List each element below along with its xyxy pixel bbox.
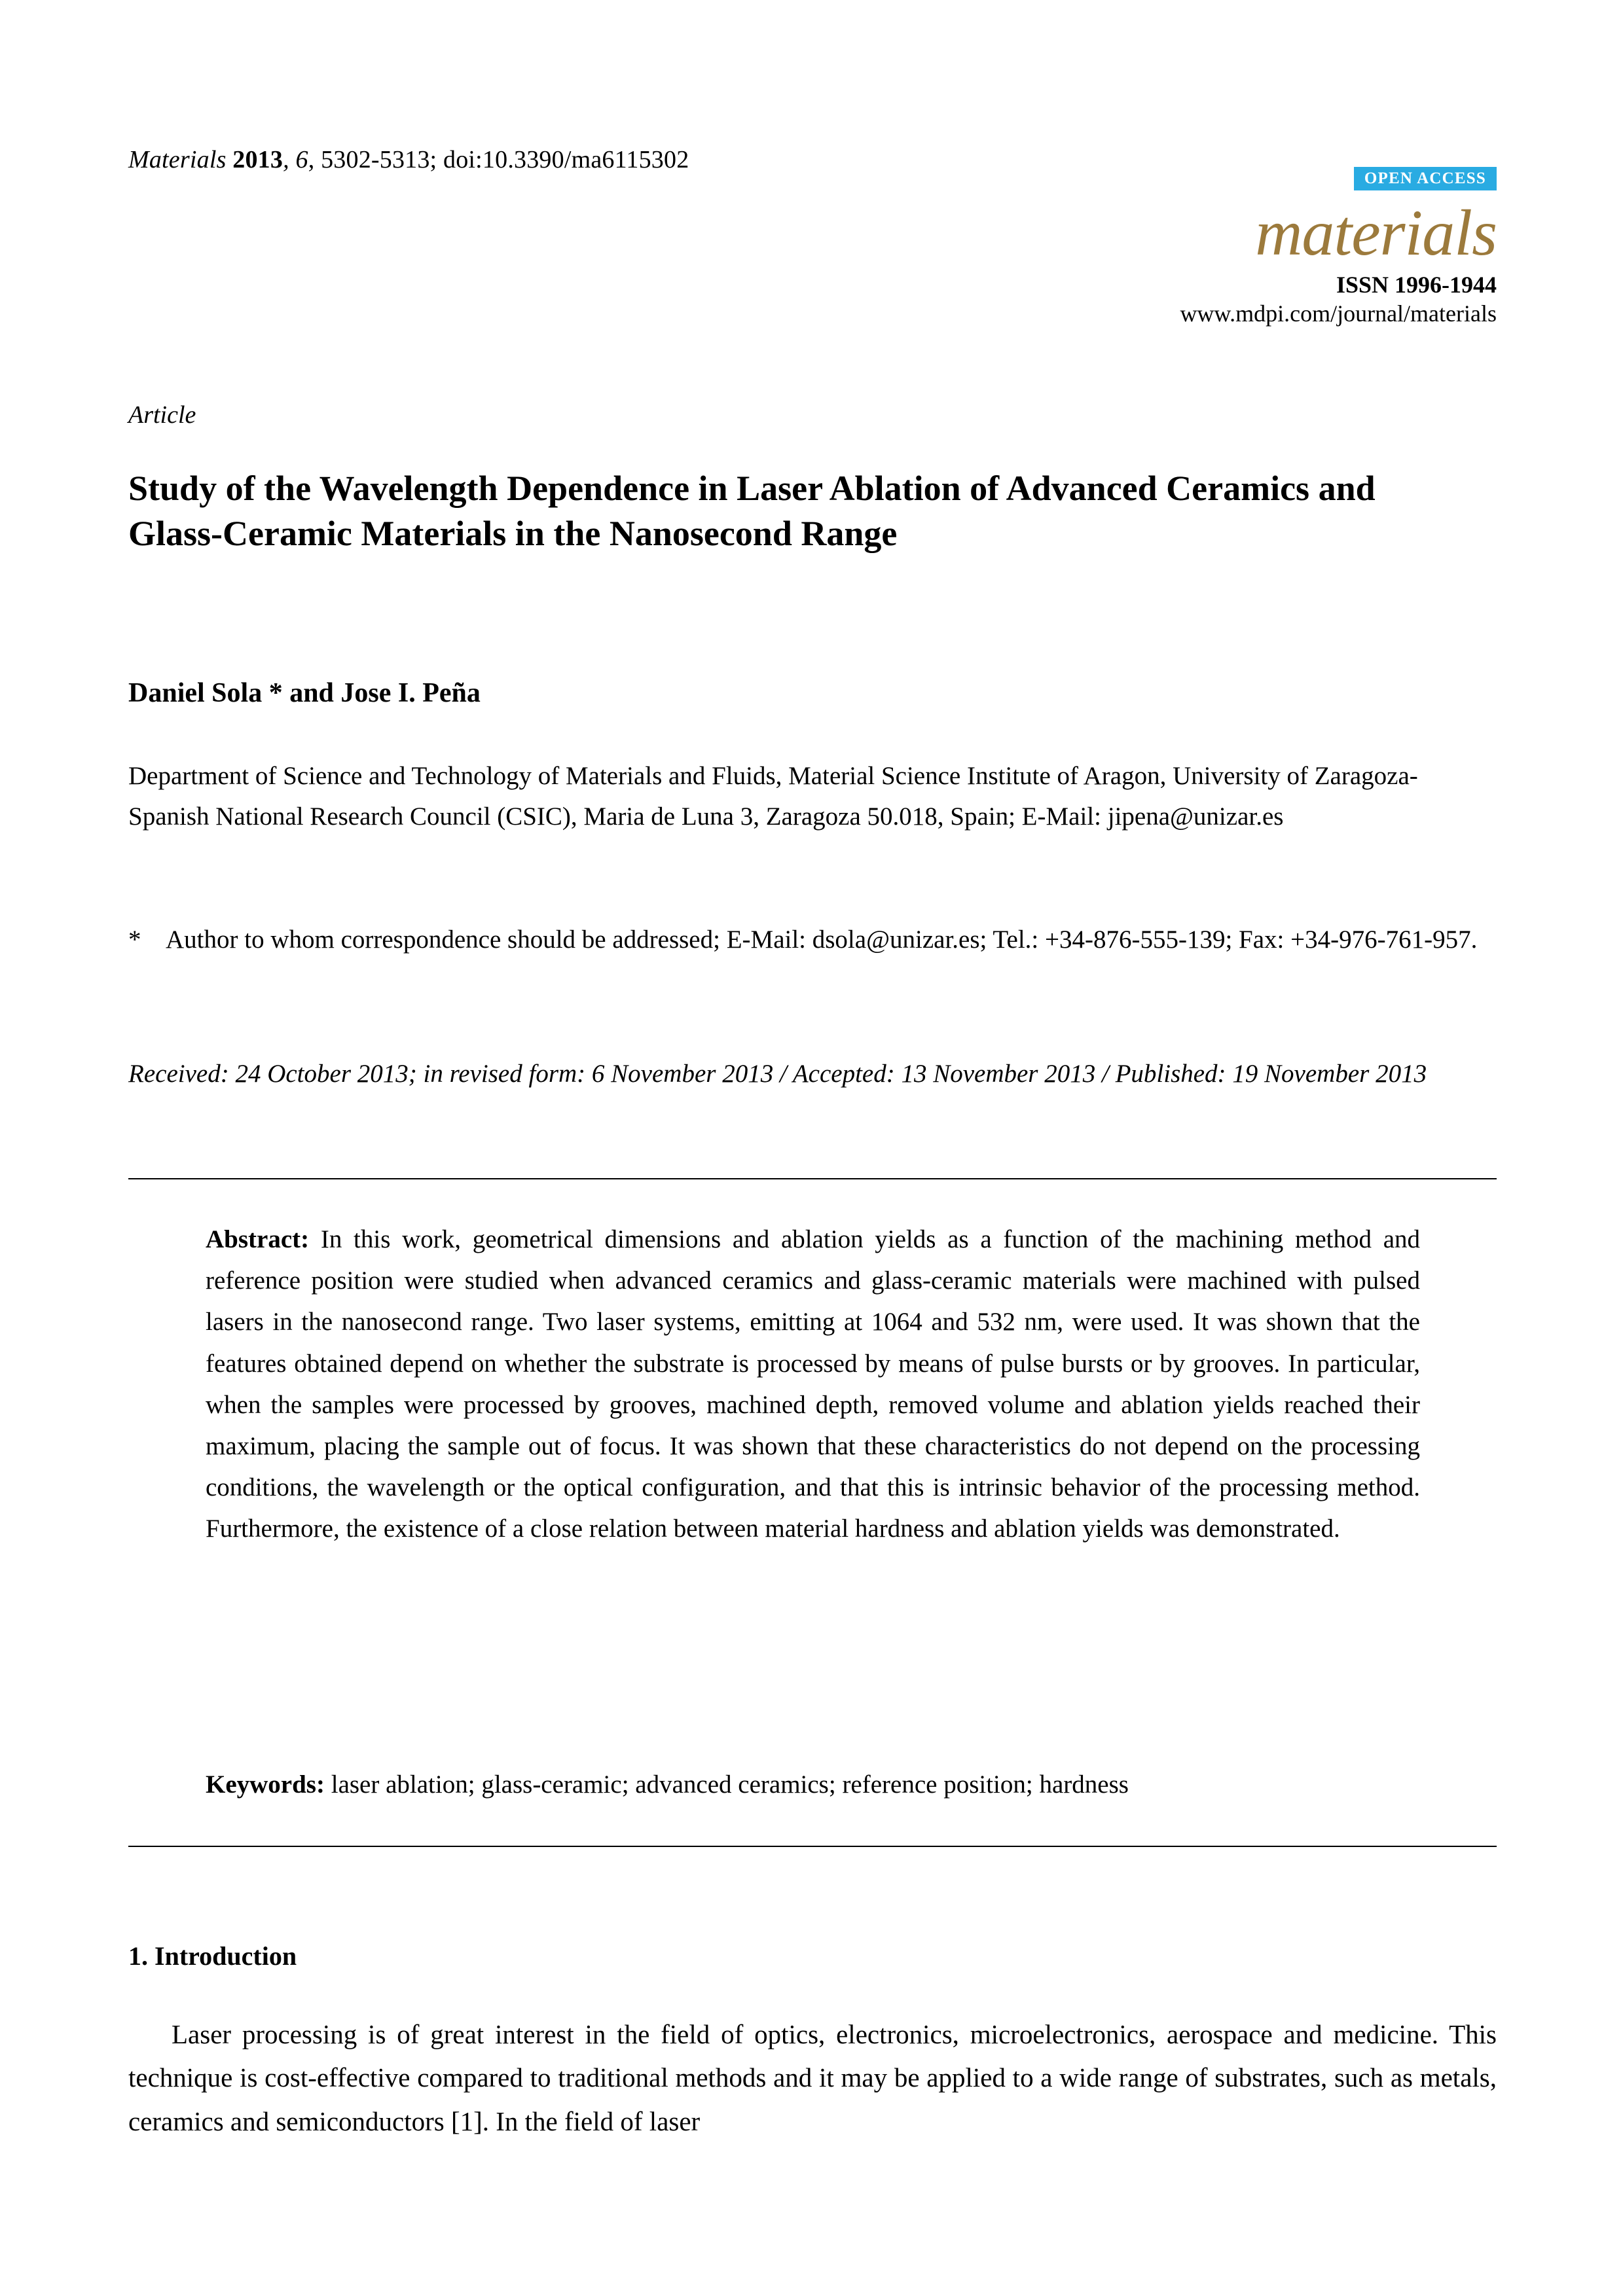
- citation-pages-doi: , 5302-5313; doi:10.3390/ma6115302: [308, 146, 689, 173]
- journal-logo-title: materials: [1255, 196, 1497, 269]
- introduction-paragraph-1: Laser processing is of great interest in the field of optics, electronics, microelectronics, aerospace and medicine. This technique is cost-effective compared to traditional methods and it may be applied to a wide range of substrates, such as metals, ceramics and semiconductors [1]. In the field of laser: [128, 2019, 1497, 2136]
- journal-masthead: [986, 167, 1497, 327]
- abstract-top-divider: [128, 1178, 1497, 1179]
- abstract-text: In this work, geometrical dimensions and ablation yields as a function of the machining method and reference position were studied when advanced ceramics and glass-ceramic materials were machined with pulsed lasers in the nanosecond range. Two laser systems, emitting at 1064 and 532 nm, were used. It was shown that the features obtained depend on whether the substrate is processed by means of pulse bursts or by grooves. In particular, when the samples were processed by grooves, machined depth, removed volume and ablation yields reached their maximum, placing the sample out of focus. It was shown that these characteristics do not depend on the processing conditions, the wavelength or the optical configuration, and that this is intrinsic behavior of the processing method. Furthermore, the existence of a close relation between material hardness and ablation yields was demonstrated.: [206, 1225, 1420, 1543]
- keywords-label: Keywords:: [206, 1770, 325, 1799]
- open-access-badge: OPEN ACCESS: [1354, 167, 1497, 190]
- abstract-block: [206, 1219, 1420, 1549]
- correspondence-block: [128, 920, 1484, 960]
- abstract-bottom-divider: [128, 1846, 1497, 1847]
- page-content: [128, 0, 1497, 2136]
- keywords-text: laser ablation; glass-ceramic; advanced ceramics; reference position; hardness: [331, 1770, 1129, 1799]
- article-type-label: Article: [128, 401, 196, 429]
- correspondence-text: Author to whom correspondence should be addressed; E-Mail: dsola@unizar.es; Tel.: +34-876-555-139; Fax: +34-976-761-957.: [166, 925, 1478, 954]
- citation-year: 2013: [232, 146, 283, 173]
- citation-volume: 6: [295, 146, 308, 173]
- section-heading-introduction: 1. Introduction: [128, 1941, 297, 1971]
- keywords-block: [206, 1764, 1420, 1805]
- journal-citation-line: Materials 2013, 6, 5302-5313; doi:10.3390/ma6115302: [128, 146, 689, 173]
- journal-url[interactable]: www.mdpi.com/journal/materials: [1180, 300, 1497, 327]
- abstract-label: Abstract:: [206, 1225, 310, 1253]
- affiliation-block: Department of Science and Technology of Materials and Fluids, Material Science Institute of Aragon, University of Zaragoza-Spanish National Research Council (CSIC), Maria de Luna 3, Zaragoza 50.018, Spain; E-Mail: jipena@unizar.es: [128, 762, 1418, 831]
- author-list: Daniel Sola * and Jose I. Peña: [128, 678, 481, 708]
- page-title: Study of the Wavelength Dependence in Laser Ablation of Advanced Ceramics and Glass-Ceramic Materials in the Nanosecond Range: [128, 469, 1376, 554]
- publication-dates: Received: 24 October 2013; in revised form: 6 November 2013 / Accepted: 13 November 2013 / Published: 19 November 2013: [128, 1060, 1427, 1088]
- journal-issn: ISSN 1996-1944: [1336, 272, 1497, 298]
- citation-journal-name: Materials: [128, 146, 227, 173]
- correspondence-marker: *: [128, 925, 141, 954]
- page-header: [128, 0, 1497, 327]
